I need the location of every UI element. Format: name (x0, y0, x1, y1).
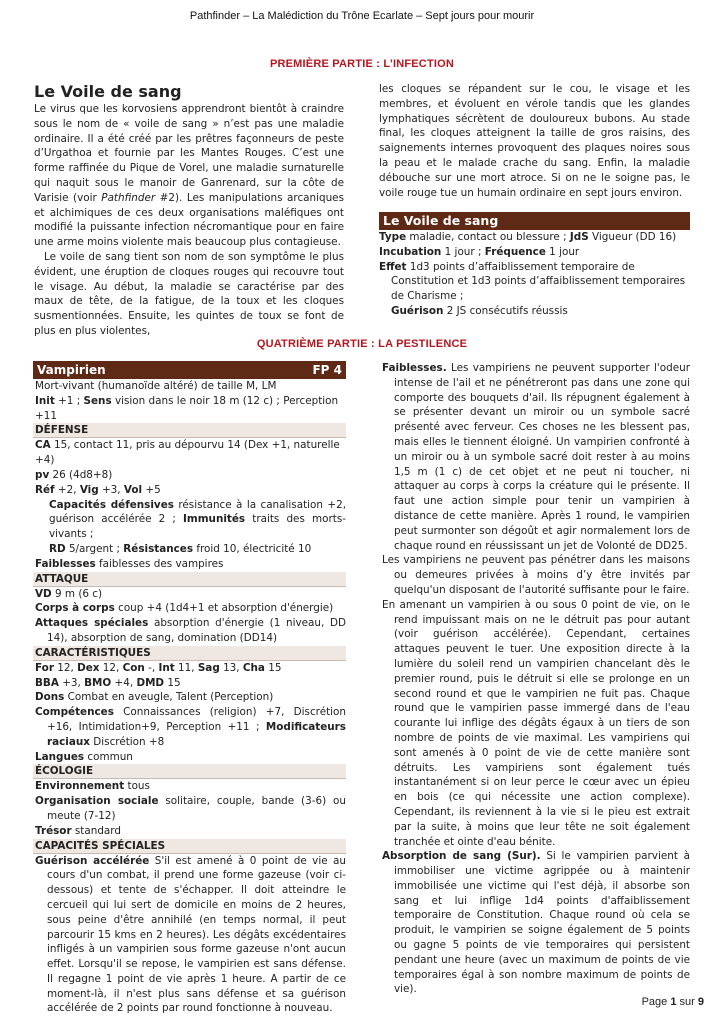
disease-type-line: Type maladie, contact ou blessure ; JdS Vigueur (DD 16) (379, 231, 677, 243)
journal-reference: Pathfinder (101, 191, 156, 204)
stat-section-abilities: CARACTÉRISTIQUES (33, 646, 346, 661)
article-paragraph-3: les cloques se répandent sur le cou, le visage et les membres, et évoluent en vérole tandis que les glandes lymphatiques sécrètent de douloureux bubons. Au stade final, les cloques atteignent la taille de gros raisins, des saignements internes provoquent des plaques noires sous la peau et le malade crache du sang. Enfin, la maladie débouche sur une mort atroce. Si on ne le soigne pas, le voile rouge tue un humain ordinaire en sept jours environ. (379, 83, 690, 199)
disease-effect-line: Effet 1d3 points d’affaiblissement temporaire de Constitution et 1d3 points d’affaiblissement temporaires de Charisme ; (379, 260, 686, 303)
disease-cure-line: Guérison 2 JS consécutifs réussis (391, 304, 568, 317)
creature-name: Vampirien (37, 363, 106, 377)
destruction-paragraph: En amenant un vampirien à ou sous 0 point de vie, on le rend impuissant mais on ne le détruit pas pour autant (voir guérison accélérée). Cependant, certaines attaques peuvent le tuer. Une exposition directe à la lumière du soleil rend un vampirien chancelant dès le premier round, puis le détruit si elle se prolonge en un second round et que le vampirien ne fuit pas. Chaque round que le vampirien passe immergé dans de l'eau courante lui inflige des dégâts égaux à un tiers de son nombre de points de vie maximal. Les vampiriens qui sont amenés à 0 point de vie de cette manière sont détruits. Les vampiriens sont également tués instantanément si on leur perce le cœur avec un épieu en bois (ce qui nécessite une action complexe). Cependant, ils reviennent à la vie si le pieu est extrait par la suite, à moins que leur tête ne soit également tranchée et ointe d'eau bénite. (382, 598, 690, 848)
stat-ability-scores: For 12, Dex 12, Con -, Int 11, Sag 13, Cha 15 (35, 661, 282, 674)
stat-weakness-line: Faiblesses faiblesses des vampires (35, 557, 224, 570)
stat-languages-line: Langues commun (35, 750, 133, 763)
section-heading-part-four: QUATRIÈME PARTIE : LA PESTILENCE (256, 338, 468, 350)
page-number: Page 1 sur 9 (641, 996, 704, 1008)
blood-drain-paragraph: Absorption de sang (Sur). Si le vampirien parvient à immobiliser une victime agrippée ou à maintenir immobilisée une victime qui l'est déjà, il absorbe son sang et lui inflige 1d4 points d'affaiblissement temporaire de Constitution. Chaque round où cela se produit, le vampirien se soigne également de 5 points ou gagne 5 points de vie temporaires qui persistent pendant une heure (avec un maximum de points de vie temporaires égal à son nombre maximum de points de vie). (382, 850, 690, 996)
stat-skills-line: Compétences Connaissances (religion) +7, Discrétion +16, Intimidation+9, Perception +11 ; Modificateurs raciaux Discrétion +8 (35, 706, 346, 748)
article-title: Le Voile de sang (34, 82, 182, 101)
disease-incubation-line: Incubation 1 jour ; Fréquence 1 jour (379, 245, 580, 258)
weaknesses-paragraph: Faiblesses. Les vampiriens ne peuvent supporter l'odeur intense de l'ail et ne pénétreront pas dans une zone qui comporte des bouquets d'ail. Ils répugnent également à se présenter devant un miroir ou un symbole sacré présenté avec ferveur. Ces choses ne les blessent pas, mais elles le tiennent éloigné. Un vampirien confronté à un miroir ou à un symbole sacré doit rester à au moins 1,5 m (1 c) de cet objet et ne peut ni toucher, ni attaquer au corps à corps la créature qui le présente. Il faut une action simple pour tenir un vampirien à distance de cette manière. Après 1 round, le vampirien peut surmonter son dégoût et agir normalement lors de chaque round en réussissant un jet de Volonté de DD25. (382, 362, 690, 552)
running-header: Pathfinder – La Malédiction du Trône Ecarlate – Sept jours pour mourir (189, 10, 535, 22)
disease-title-bar: Le Voile de sang (379, 212, 690, 230)
article-right (379, 82, 690, 200)
section-heading-part-one: PREMIÈRE PARTIE : L’INFECTION (269, 58, 455, 70)
stat-organization-line: Organisation sociale solitaire, couple, bande (3-6) ou meute (7-12) (35, 795, 346, 822)
stat-section-special-abilities: CAPACITÉS SPÉCIALES (33, 839, 346, 854)
stat-special-attacks: Attaques spéciales absorption d'énergie (1 niveau, DD 14), absorption de sang, domination (DD14) (35, 617, 346, 644)
article-paragraph-2: Le voile de sang tient son nom de son symptôme le plus évident, une éruption de cloques rouges qui recouvre tout le visage. Au début, la maladie se caractérise par des maux de tête, de la fatigue, de la toux et les cloques susmentionnées. Ensuite, les quintes de toux se font de plus en plus violentes, (34, 250, 344, 337)
stat-ac-line: CA 15, contact 11, pris au dépourvu 14 (Dex +1, naturelle +4) (35, 439, 340, 467)
stat-treasure-line: Trésor standard (35, 824, 121, 837)
stat-environment-line: Environnement tous (35, 780, 150, 793)
invitation-paragraph: Les vampiriens ne peuvent pas pénétrer dans les maisons ou demeures privées à moins d’y être invités par quelqu'un disposant de l'autorité suffisante pour le faire. (382, 554, 690, 596)
stat-combat-maneuvers: BBA +3, BMO +4, DMD 15 (35, 676, 181, 689)
challenge-rating: FP 4 (312, 363, 342, 377)
stat-block (33, 361, 346, 1016)
stat-section-defense: DÉFENSE (33, 423, 346, 438)
article-left (34, 82, 344, 339)
stat-defensive-abilities: Capacités défensives résistance à la canalisation +2, guérison accélérée 2 ; Immunités traits des morts-vivants ; (49, 498, 347, 541)
article-paragraph-1: Le virus que les korvosiens apprendront bientôt à craindre sous le nom de « voile de sang » n’est pas une maladie ordinaire. Il a été créé par les prêtres façonneurs de peste d’Urgathoa et fournie par les Mantes Rouges. C’est une forme raffinée du Pique de Vorel, une maladie surnaturelle qui naquit sous le manoir de Ganrenard, sur la côte de Varisie (voir Pathfinder #2). Les manipulations arcaniques et alchimiques de ces deux organisations maléfiques ont modifié la puissante infection nécromantique pour en faire une arme moins violente mais beaucoup plus contagieuse. (34, 103, 344, 249)
stat-fast-healing: Guérison accélérée S'il est amené à 0 point de vie au cours d'un combat, il prend une forme gazeuse (voir ci-dessous) et tente de s'échapper. Il doit atteindre le cercueil qui lui sert de domicile en moins de 2 heures, sous peine d'être annihilé (en temps normal, il peut parcourir 15 kms en 2 heures). Les dégâts excédentaires infligés à un vampirien sous forme gazeuse n'ont aucun effet. Lorsqu'il se repose, le vampirien est sans défense. Il regagne 1 point de vie après 1 heure. A partir de ce moment-là, il n'est plus sans défense et sa guérison accélérée de 2 points par round fonctionne à nouveau. (35, 854, 346, 1015)
stat-speed-line: VD 9 m (6 c) (35, 587, 103, 600)
stat-feats-line: Dons Combat en aveugle, Talent (Perception) (35, 691, 274, 704)
stat-type-line: Mort-vivant (humanoïde altéré) de taille M, LM (35, 380, 277, 392)
stat-title-bar (33, 361, 346, 379)
stat-init-line: Init +1 ; Sens vision dans le noir 18 m (12 c) ; Perception +11 (35, 394, 339, 422)
stat-melee-line: Corps à corps coup +4 (1d4+1 et absorption d'énergie) (35, 602, 334, 615)
stat-dr-line: RD 5/argent ; Résistances froid 10, électricité 10 (49, 542, 312, 555)
disease-block (379, 212, 690, 319)
rules-right-column (380, 361, 690, 997)
stat-section-ecology: ÉCOLOGIE (33, 764, 346, 779)
stat-saves-line: Réf +2, Vig +3, Vol +5 (35, 483, 161, 496)
stat-hp-line: pv 26 (4d8+8) (35, 468, 113, 481)
stat-section-attack: ATTAQUE (33, 572, 346, 587)
